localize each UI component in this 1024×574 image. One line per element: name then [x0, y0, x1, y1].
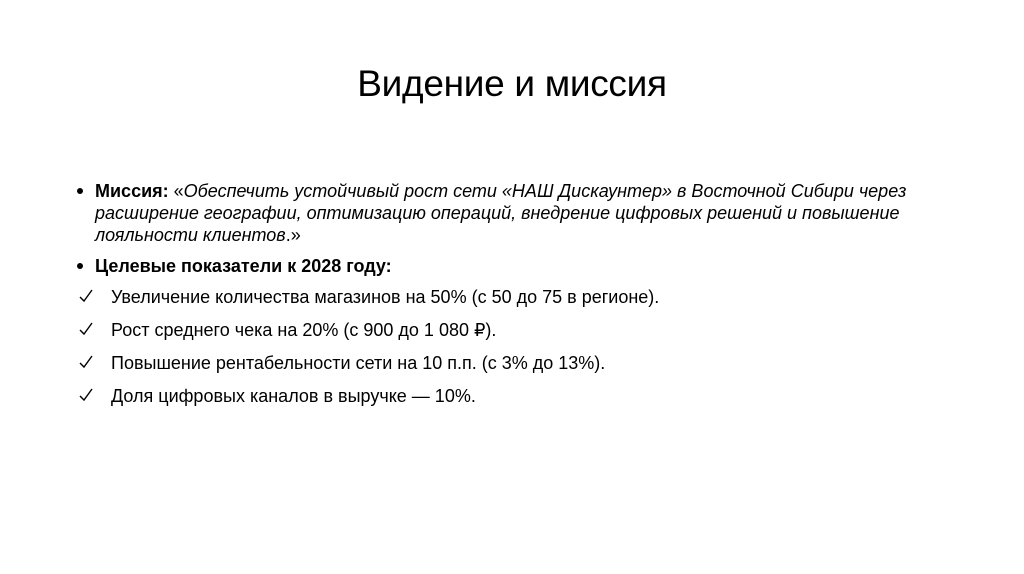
target-item [76, 319, 946, 341]
target-text: Увеличение количества магазинов на 50% (с 50 до 75 в регионе). [111, 287, 660, 307]
mission-close-quote: .» [285, 225, 301, 245]
target-text: Доля цифровых каналов в выручке — 10%. [111, 386, 476, 406]
mission-bullet [76, 180, 946, 246]
slide-title: Видение и миссия [357, 63, 667, 104]
bullet-dot-icon [77, 263, 83, 269]
checkmark-icon [78, 321, 94, 337]
target-item [76, 385, 946, 407]
target-text: Повышение рентабельности сети на 10 п.п. (с 3% до 13%). [111, 353, 606, 373]
targets-heading: Целевые показатели к 2028 году: [95, 256, 392, 276]
checkmark-icon [78, 288, 94, 304]
slide-content [76, 180, 946, 418]
targets-heading-bullet [76, 255, 946, 277]
target-item [76, 352, 946, 374]
bullet-dot-icon [77, 188, 83, 194]
mission-text: Обеспечить устойчивый рост сети «НАШ Дискаунтер» в Восточной Сибири через расширение географии, оптимизацию операций, внедрение цифровых решений и повышение лояльности клиентов [95, 181, 907, 245]
checkmark-icon [78, 387, 94, 403]
target-item [76, 286, 946, 308]
mission-open-quote: « [168, 181, 184, 201]
checkmark-icon [78, 354, 94, 370]
mission-label: Миссия: [95, 181, 169, 201]
target-text: Рост среднего чека на 20% (с 900 до 1 080 ₽). [111, 320, 497, 340]
